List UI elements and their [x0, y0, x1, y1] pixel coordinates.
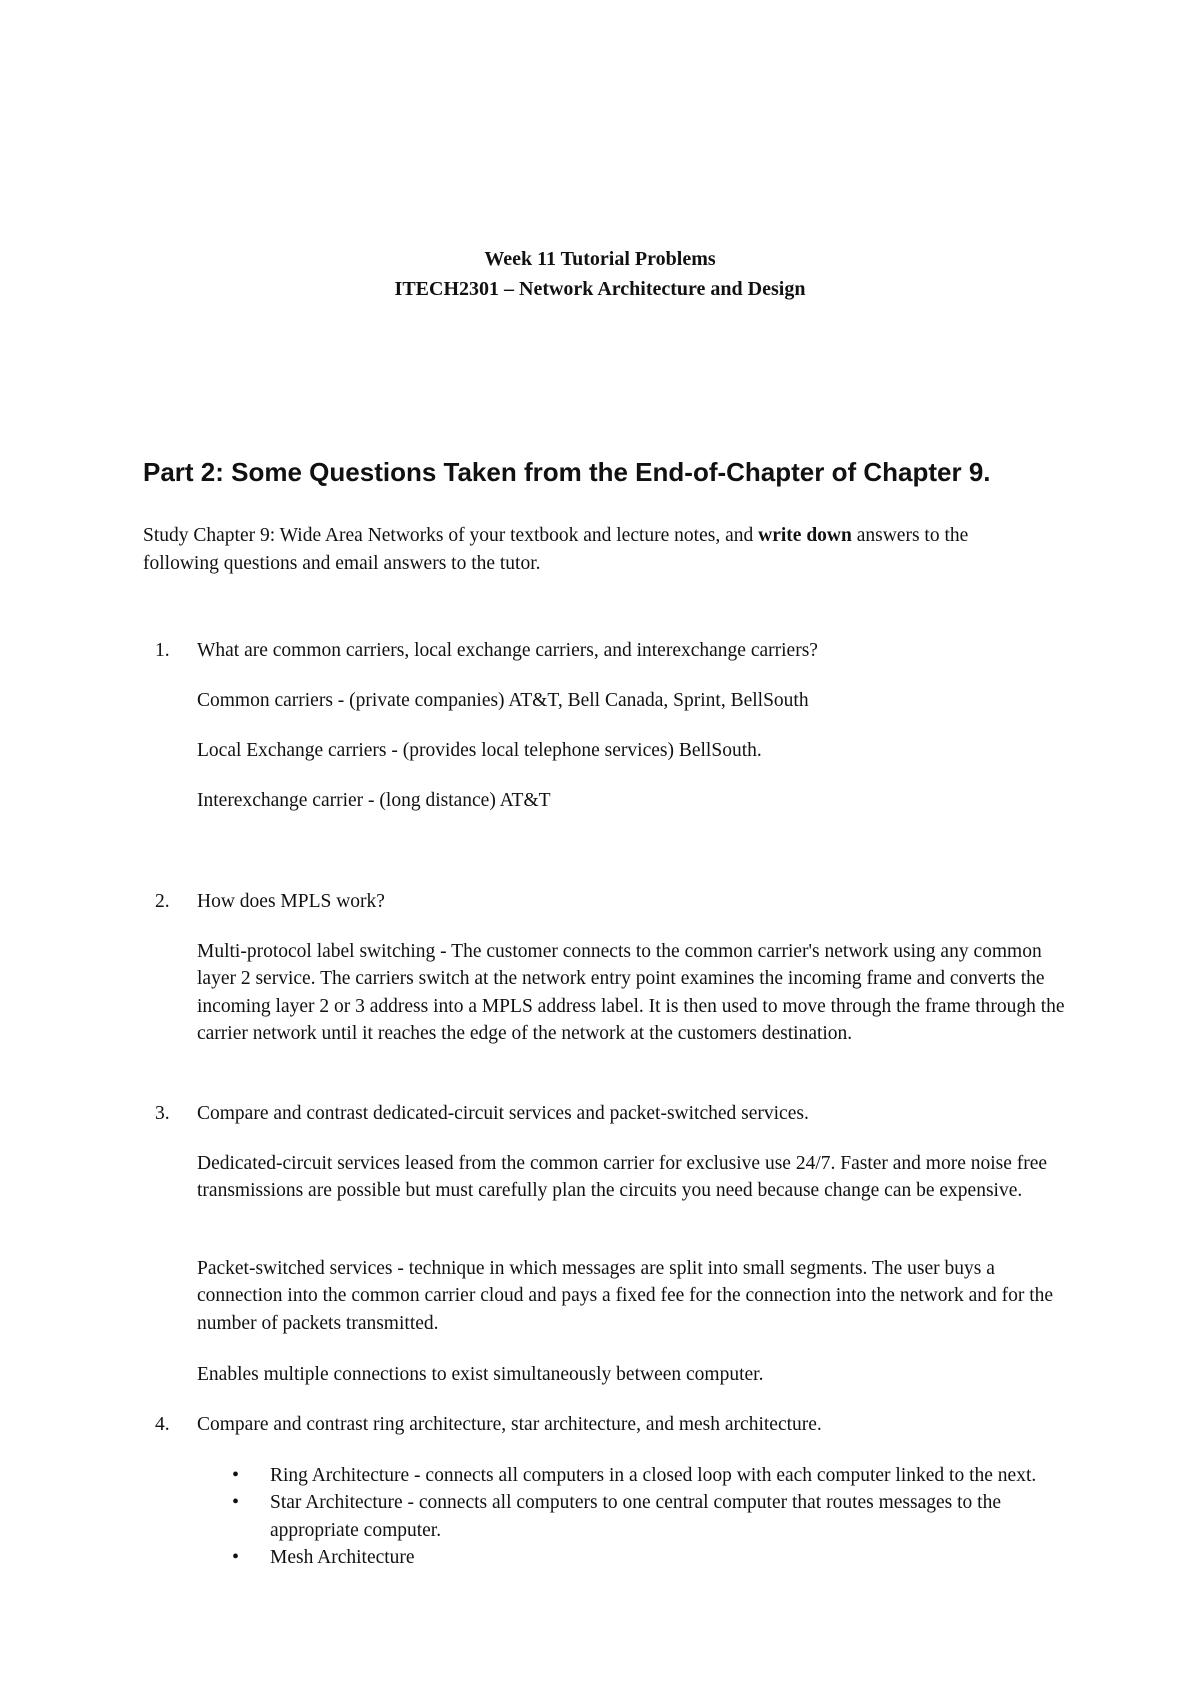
- answer-paragraph: Common carriers - (private companies) AT&T, Bell Canada, Sprint, BellSouth: [197, 690, 809, 711]
- bullet-icon: •: [232, 1464, 240, 1486]
- list-item: [197, 1462, 1057, 1489]
- list-item: [197, 1544, 1057, 1571]
- question-text: How does MPLS work?: [197, 891, 385, 912]
- answer-paragraph: Dedicated-circuit services leased from the common carrier for exclusive use 24/7. Faster and more noise free transmissions are possible but must carefully plan the circuits you need because change can be expensive.: [197, 1153, 1048, 1202]
- answer-paragraph: Multi-protocol label switching - The customer connects to the common carrier's network using any common layer 2 service. The carriers switch at the network entry point examines the incoming frame and converts the incoming layer 2 or 3 address into a MPLS address label. It is then used to move through the frame through the carrier network until it reaches the edge of the network at the customers destination.: [197, 941, 1065, 1044]
- question-text: Compare and contrast ring architecture, star architecture, and mesh architecture.: [197, 1414, 822, 1435]
- intro-emphasis: write down: [758, 525, 852, 546]
- answer-paragraph: Interexchange carrier - (long distance) AT&T: [197, 790, 551, 811]
- header-title: Week 11 Tutorial Problems: [484, 248, 716, 270]
- answer-paragraph: Packet-switched services - technique in which messages are split into small segments. The user buys a connection into the common carrier cloud and pays a fixed fee for the connection into the network and for the number of packets transmitted.: [197, 1258, 1054, 1334]
- bullet-text: Mesh Architecture: [270, 1546, 415, 1568]
- bullet-text: Ring Architecture - connects all computers in a closed loop with each computer linked to the next.: [270, 1465, 1037, 1486]
- answer-paragraph: Local Exchange carriers - (provides local telephone services) BellSouth.: [197, 740, 762, 761]
- intro-paragraph: [143, 522, 1043, 578]
- list-item: [197, 1489, 1057, 1544]
- question-number: 4.: [155, 1414, 170, 1435]
- bullet-icon: •: [232, 1491, 240, 1514]
- intro-text-end: answers to the following questions and email answers to the tutor.: [143, 525, 969, 574]
- question-number: 1.: [155, 640, 170, 661]
- question-number: 3.: [155, 1103, 170, 1124]
- header-course: ITECH2301 – Network Architecture and Design: [394, 278, 806, 300]
- architecture-bullet-list: [197, 1462, 1057, 1571]
- answer-paragraph: Enables multiple connections to exist simultaneously between computer.: [197, 1364, 764, 1385]
- question-text: Compare and contrast dedicated-circuit services and packet-switched services.: [197, 1103, 809, 1124]
- question-number: 2.: [155, 891, 170, 912]
- bullet-text: Star Architecture - connects all computers to one central computer that routes messages to the appropriate computer.: [270, 1492, 1002, 1541]
- bullet-icon: •: [232, 1545, 240, 1568]
- question-text: What are common carriers, local exchange carriers, and interexchange carriers?: [197, 640, 818, 661]
- part-heading: Part 2: Some Questions Taken from the End-of-Chapter of Chapter 9.: [143, 457, 991, 487]
- intro-text: Study Chapter 9: Wide Area Networks of your textbook and lecture notes, and: [143, 525, 759, 546]
- document-header: [0, 244, 1200, 304]
